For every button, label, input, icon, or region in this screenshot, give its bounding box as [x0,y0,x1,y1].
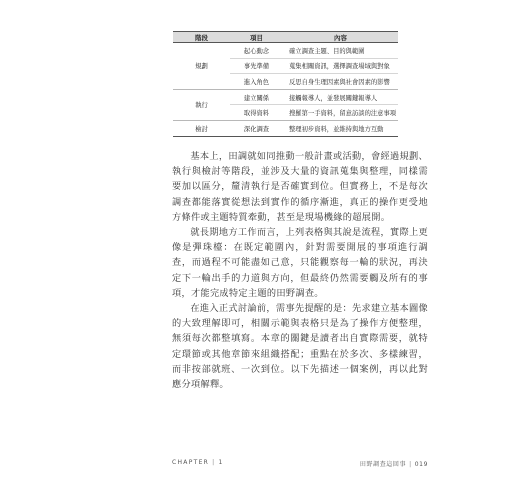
chapter-label: CHAPTER [172,459,210,466]
content-cell: 搜羅第一手資料，留意訪談的注意事項 [283,105,398,121]
chapter-number: 1 [218,459,224,466]
table-header-row [173,32,398,43]
process-table-container [173,31,398,137]
process-table [173,31,398,137]
item-cell: 深化調查 [230,120,283,136]
content-cell: 反思自身生理因素與社會因素的影響 [283,74,398,90]
book-title: 田野調查這回事 [359,461,407,468]
footer-running-title [360,459,428,468]
table-row [173,120,398,136]
item-cell: 事先準備 [230,58,283,74]
item-cell: 取得資料 [230,105,283,121]
content-cell: 接觸報導人，並發展關鍵報導人 [283,89,398,105]
body-text [172,149,428,392]
content-cell: 整理初步資料，並維持與地方互動 [283,120,398,136]
item-cell: 起心動念 [230,43,283,59]
footer-chapter [172,459,224,466]
paragraph: 在進入正式討論前，需事先提醒的是：先求建立基本圖像的大致理解即可，相關示範與表格只是為了操作方便整理，無須每次都整填寫。本章的關鍵是讀者出自實際需要，就特定環節或其他章節來組織搭配；重點在於多次、多樣練習，而非按部就班、一次到位。以下先描述一個案例，再以此對應分項解釋。 [172,303,428,391]
header-content: 內容 [283,32,398,43]
content-cell: 蒐集相關資訊，選擇調查場域與對象 [283,58,398,74]
footer-separator: | [409,461,412,468]
item-cell: 建立關係 [230,89,283,105]
footer-separator: | [212,459,216,466]
header-item: 項目 [230,32,283,43]
stage-cell: 執行 [173,89,230,120]
paragraph: 就長期地方工作而言，上列表格與其說是流程，實際上更像是彈珠檯：在既定範圍內，針對需要開展的事項進行調查，而過程不可能盡如己意，只能觀察每一輪的狀況，再決定下一輪出手的力道與方向，但最終仍然需要觸及所有的事項，才能完成特定主題的田野調查。 [172,227,428,299]
table-row [173,89,398,105]
content-cell: 確立調查主題、目的與範圍 [283,43,398,59]
stage-cell: 規劃 [173,43,230,90]
header-stage: 階段 [173,32,230,43]
page-number: 019 [414,461,428,468]
paragraph: 基本上，田調就如同推動一般計畫或活動，會經過規劃、執行與檢討等階段，並涉及大量的資訊蒐集與整理，同樣需要加以區分，釐清執行是否確實到位。但實務上，不是每次調查都能落實從想法到實作的循序漸進，真正的操作更受地方條件或主題特質牽動，甚至是現場機緣的超展開。 [172,151,428,223]
page-footer [172,459,428,469]
table-row [173,43,398,59]
item-cell: 進入角色 [230,74,283,90]
stage-cell: 檢討 [173,120,230,136]
